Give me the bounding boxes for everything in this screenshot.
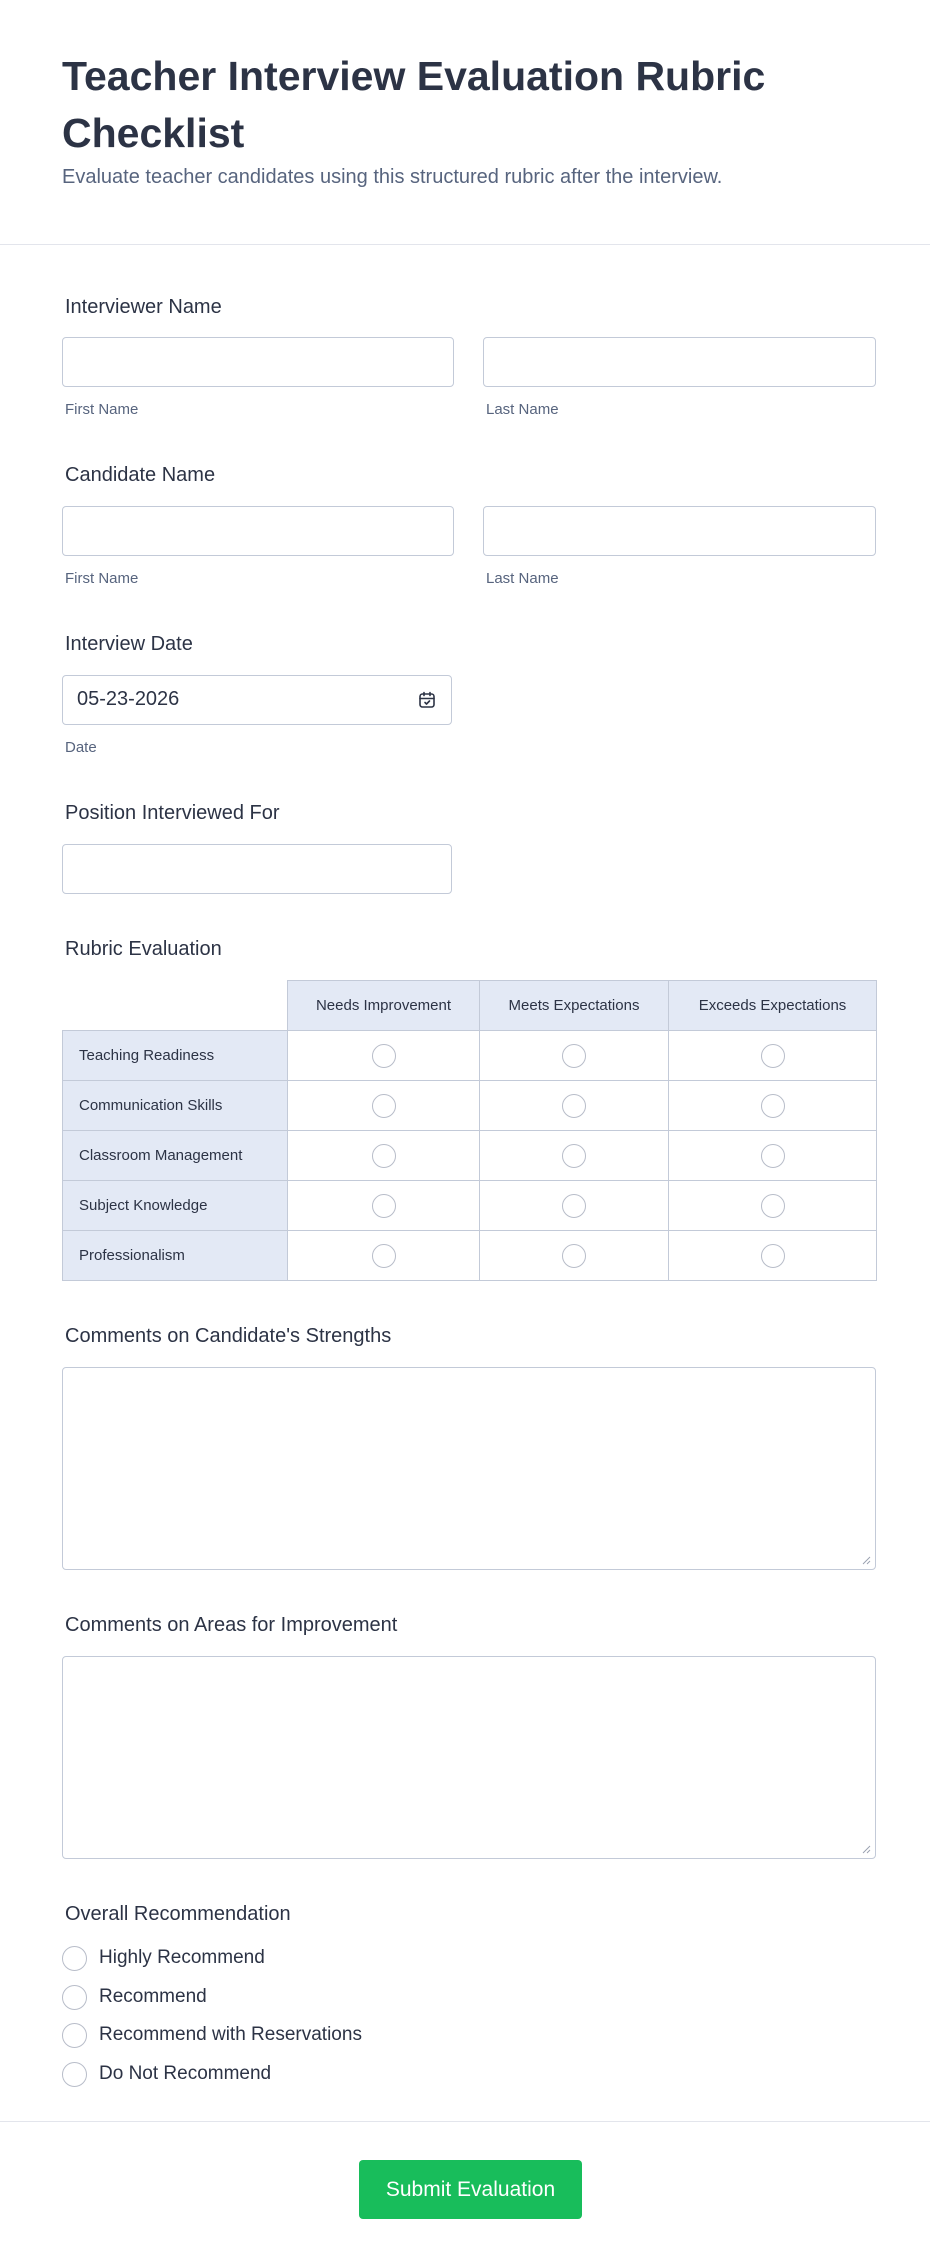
- candidate-first-name-sublabel: First Name: [65, 570, 139, 587]
- interviewer-last-name-sublabel: Last Name: [486, 401, 559, 418]
- rubric-label: Rubric Evaluation: [65, 938, 222, 960]
- option-label: Recommend: [99, 1986, 207, 2007]
- option-label: Recommend with Reservations: [99, 2024, 362, 2045]
- recommendation-option-recommend-with-reservations[interactable]: [62, 2022, 362, 2048]
- matrix-column-meets-expectations: Meets Expectations: [480, 981, 669, 1031]
- interviewer-first-name-sublabel: First Name: [65, 401, 139, 418]
- radio-highly-recommend[interactable]: [62, 1946, 87, 1971]
- radio-recommend-with-reservations[interactable]: [62, 2023, 87, 2048]
- resize-grip-icon[interactable]: [861, 1844, 871, 1854]
- radio-teaching-readiness-exceeds-expectations[interactable]: [761, 1044, 785, 1068]
- candidate-last-name-sublabel: Last Name: [486, 570, 559, 587]
- recommendation-option-do-not-recommend[interactable]: [62, 2061, 271, 2087]
- interview-date-input[interactable]: [62, 675, 452, 725]
- candidate-name-label: Candidate Name: [65, 464, 216, 486]
- recommendation-option-highly-recommend[interactable]: [62, 1945, 265, 1971]
- radio-classroom-management-exceeds-expectations[interactable]: [761, 1144, 785, 1168]
- radio-subject-knowledge-exceeds-expectations[interactable]: [761, 1194, 785, 1218]
- page-title: Teacher Interview Evaluation Rubric Checklist: [62, 53, 766, 156]
- strengths-textarea[interactable]: [62, 1367, 876, 1570]
- form-footer: [0, 2121, 930, 2268]
- matrix-row: [63, 1131, 877, 1181]
- radio-teaching-readiness-needs-improvement[interactable]: [372, 1044, 396, 1068]
- resize-grip-icon[interactable]: [861, 1555, 871, 1565]
- submit-evaluation-button[interactable]: Submit Evaluation: [359, 2160, 582, 2219]
- recommendation-label: Overall Recommendation: [65, 1903, 291, 1925]
- matrix-row: [63, 1081, 877, 1131]
- matrix-row-teaching-readiness: Teaching Readiness: [63, 1031, 288, 1081]
- strengths-label: Comments on Candidate's Strengths: [65, 1325, 392, 1347]
- option-label: Highly Recommend: [99, 1947, 265, 1968]
- matrix-column-exceeds-expectations: Exceeds Expectations: [669, 981, 877, 1031]
- radio-professionalism-exceeds-expectations[interactable]: [761, 1244, 785, 1268]
- matrix-column-needs-improvement: Needs Improvement: [288, 981, 480, 1031]
- option-label: Do Not Recommend: [99, 2063, 272, 2084]
- interviewer-last-name-input[interactable]: [483, 337, 876, 387]
- matrix-row-classroom-management: Classroom Management: [63, 1131, 288, 1181]
- improvement-label: Comments on Areas for Improvement: [65, 1614, 398, 1636]
- radio-classroom-management-meets-expectations[interactable]: [562, 1144, 586, 1168]
- page-subtitle: Evaluate teacher candidates using this structured rubric after the interview.: [62, 166, 723, 188]
- improvement-textarea[interactable]: [62, 1656, 876, 1859]
- position-input[interactable]: [62, 844, 452, 894]
- radio-communication-skills-needs-improvement[interactable]: [372, 1094, 396, 1118]
- matrix-row-communication-skills: Communication Skills: [63, 1081, 288, 1131]
- radio-professionalism-meets-expectations[interactable]: [562, 1244, 586, 1268]
- radio-classroom-management-needs-improvement[interactable]: [372, 1144, 396, 1168]
- interviewer-name-label: Interviewer Name: [65, 296, 222, 318]
- candidate-last-name-input[interactable]: [483, 506, 876, 556]
- radio-teaching-readiness-meets-expectations[interactable]: [562, 1044, 586, 1068]
- interview-date-value: 05-23-2026: [77, 688, 180, 710]
- recommendation-option-recommend[interactable]: [62, 1984, 207, 2010]
- radio-recommend[interactable]: [62, 1985, 87, 2010]
- matrix-row: [63, 1181, 877, 1231]
- matrix-row-professionalism: Professionalism: [63, 1231, 288, 1281]
- candidate-first-name-input[interactable]: [62, 506, 454, 556]
- matrix-corner: [63, 981, 288, 1031]
- rubric-matrix: [62, 980, 876, 1281]
- matrix-row: [63, 1031, 877, 1081]
- radio-professionalism-needs-improvement[interactable]: [372, 1244, 396, 1268]
- radio-do-not-recommend[interactable]: [62, 2062, 87, 2087]
- radio-subject-knowledge-meets-expectations[interactable]: [562, 1194, 586, 1218]
- interviewer-first-name-input[interactable]: [62, 337, 454, 387]
- form-header: [0, 0, 930, 245]
- radio-communication-skills-meets-expectations[interactable]: [562, 1094, 586, 1118]
- matrix-row-subject-knowledge: Subject Knowledge: [63, 1181, 288, 1231]
- interview-date-label: Interview Date: [65, 633, 193, 655]
- position-label: Position Interviewed For: [65, 802, 280, 824]
- matrix-row: [63, 1231, 877, 1281]
- calendar-icon[interactable]: [417, 690, 437, 710]
- radio-subject-knowledge-needs-improvement[interactable]: [372, 1194, 396, 1218]
- interview-date-sublabel: Date: [65, 739, 97, 756]
- radio-communication-skills-exceeds-expectations[interactable]: [761, 1094, 785, 1118]
